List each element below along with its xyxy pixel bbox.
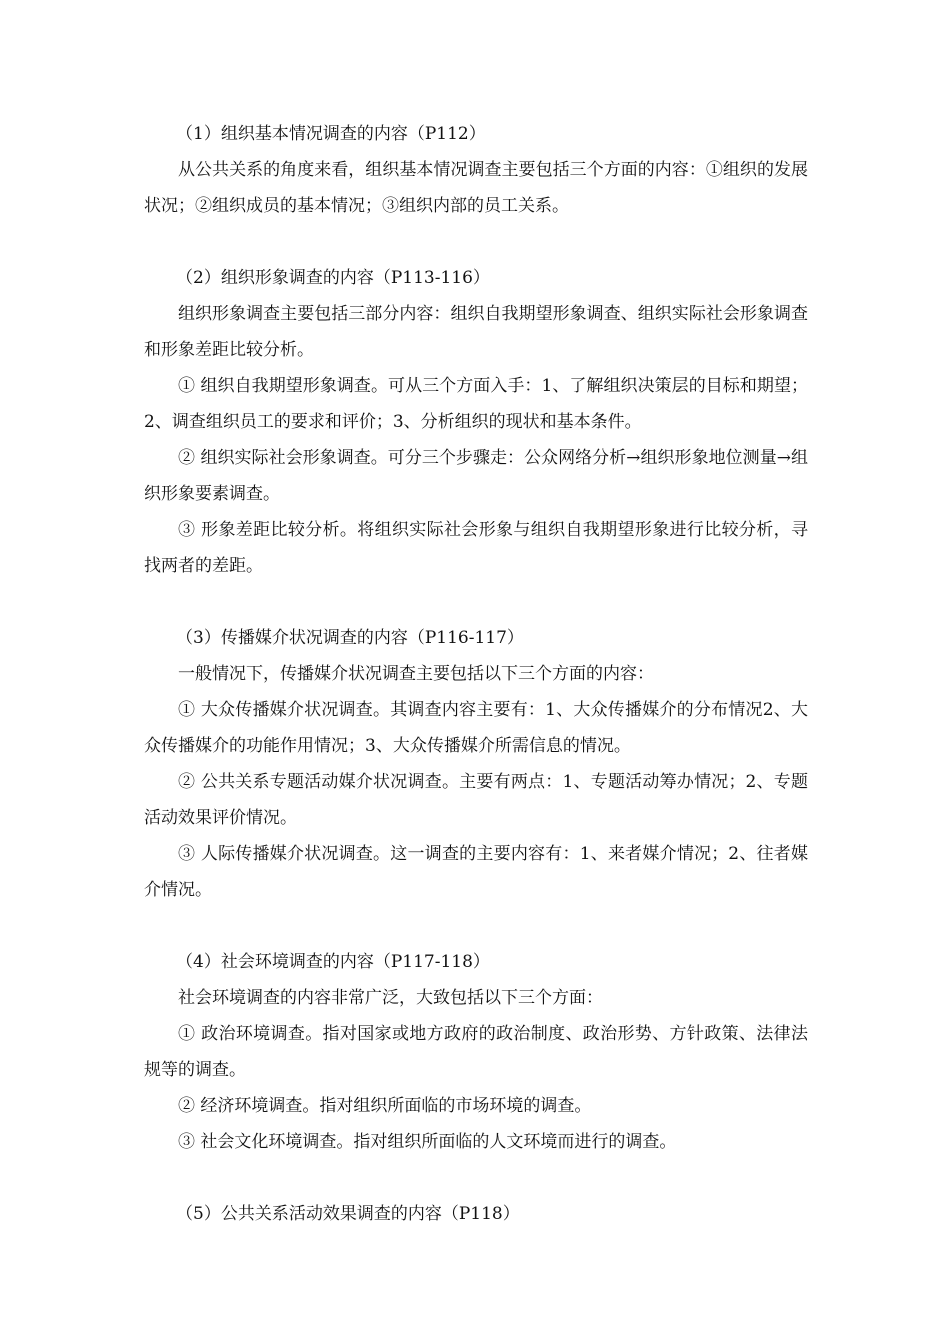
- section-heading: （2）组织形象调查的内容（P113-116）: [176, 268, 490, 288]
- section-heading: （5）公共关系活动效果调查的内容（P118）: [176, 1204, 520, 1224]
- section-heading: （3）传播媒介状况调查的内容（P116-117）: [176, 628, 524, 648]
- paragraph: ③ 形象差距比较分析。将组织实际社会形象与组织自我期望形象进行比较分析，寻找两者的差距。: [144, 520, 808, 576]
- paragraph: ③ 人际传播媒介状况调查。这一调查的主要内容有：1、来者媒介情况；2、往者媒介情况。: [144, 844, 808, 900]
- paragraph: ③ 社会文化环境调查。指对组织所面临的人文环境而进行的调查。: [178, 1132, 677, 1152]
- section-social-environment: [144, 944, 808, 1160]
- paragraph: 组织形象调查主要包括三部分内容：组织自我期望形象调查、组织实际社会形象调查和形象差距比较分析。: [144, 304, 808, 360]
- paragraph: ① 大众传播媒介状况调查。其调查内容主要有：1、大众传播媒介的分布情况2、大众传播媒介的功能作用情况；3、大众传播媒介所需信息的情况。: [144, 700, 808, 756]
- paragraph: ① 政治环境调查。指对国家或地方政府的政治制度、政治形势、方针政策、法律法规等的调查。: [144, 1024, 808, 1080]
- section-media-survey: [144, 620, 808, 908]
- paragraph: 一般情况下，传播媒介状况调查主要包括以下三个方面的内容：: [178, 664, 654, 684]
- section-basic-situation: [144, 116, 808, 224]
- section-heading: （4）社会环境调查的内容（P117-118）: [176, 952, 490, 972]
- paragraph: ① 组织自我期望形象调查。可从三个方面入手：1、了解组织决策层的目标和期望；2、调查组织员工的要求和评价；3、分析组织的现状和基本条件。: [144, 376, 808, 432]
- paragraph: 社会环境调查的内容非常广泛，大致包括以下三个方面：: [178, 988, 603, 1008]
- paragraph: ② 组织实际社会形象调查。可分三个步骤走：公众网络分析→组织形象地位测量→组织形象要素调查。: [144, 448, 808, 504]
- paragraph: ② 公共关系专题活动媒介状况调查。主要有两点：1、专题活动筹办情况；2、专题活动效果评价情况。: [144, 772, 808, 828]
- document-body: [144, 116, 808, 1232]
- section-pr-effect: [144, 1196, 808, 1232]
- section-heading: （1）组织基本情况调查的内容（P112）: [176, 124, 486, 144]
- paragraph: 从公共关系的角度来看，组织基本情况调查主要包括三个方面的内容：①组织的发展状况；②组织成员的基本情况；③组织内部的员工关系。: [144, 160, 808, 216]
- paragraph: ② 经济环境调查。指对组织所面临的市场环境的调查。: [178, 1096, 592, 1116]
- section-image-survey: [144, 260, 808, 584]
